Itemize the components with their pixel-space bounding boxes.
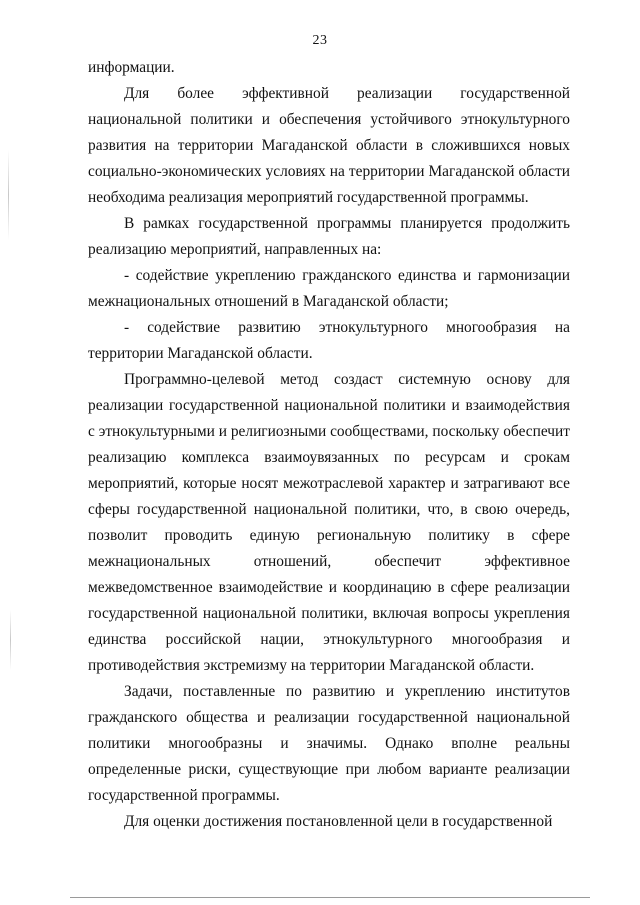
scan-bottom-edge: [70, 897, 590, 898]
scan-edge-mark: [10, 610, 11, 670]
paragraph-program-plans: В рамках государственной программы планируется продолжить реализацию мероприятий, направленных на:: [88, 215, 570, 258]
paragraph-program-target-method: Программно-целевой метод создаст системную основу для реализации государственной национальной политики и взаимодействия с этнокультурными и религиозными сообществами, поскольку обеспечит реализацию комплекса взаимоувязанных по ресурсам и срокам мероприятий, которые носят межотраслевой характер и затрагивают все сферы государственной национальной политики, что, в свою очередь, позволит проводить единую региональную политику в сфере межнациональных отношений, обеспечит эффективное межведомственное взаимодействие и координацию в сфере реализации государственной национальной политики, включая вопросы укрепления единства российской нации, этнокультурного многообразия и противодействия экстремизму на территории Магаданской области.: [88, 371, 570, 674]
list-item-civic-unity: - содействие укреплению гражданского единства и гармонизации межнациональных отношений в Магаданской области;: [88, 267, 570, 310]
paragraph-tasks-and-risks: Задачи, поставленные по развитию и укреплению институтов гражданского общества и реализации государственной национальной политики многообразны и значимы. Однако вполне реальны определенные риски, существующие при любом варианте реализации государственной программы.: [88, 683, 570, 804]
scan-edge-mark: [8, 150, 9, 240]
page-number: 23: [312, 33, 328, 48]
paragraph-continuation: информации.: [88, 59, 175, 76]
paragraph-effective-implementation: Для более эффективной реализации государственной национальной политики и обеспечения устойчивого этнокультурного развития на территории Магаданской области в сложившихся новых социально-экономических условиях на территории Магаданской области необходима реализация мероприятий государственной программы.: [88, 85, 570, 206]
paragraph-goal-assessment: Для оценки достижения постановленной цели в государственной: [124, 813, 553, 830]
list-item-ethnocultural-diversity: - содействие развитию этнокультурного многообразия на территории Магаданской области.: [88, 319, 570, 362]
document-body: [88, 55, 570, 835]
